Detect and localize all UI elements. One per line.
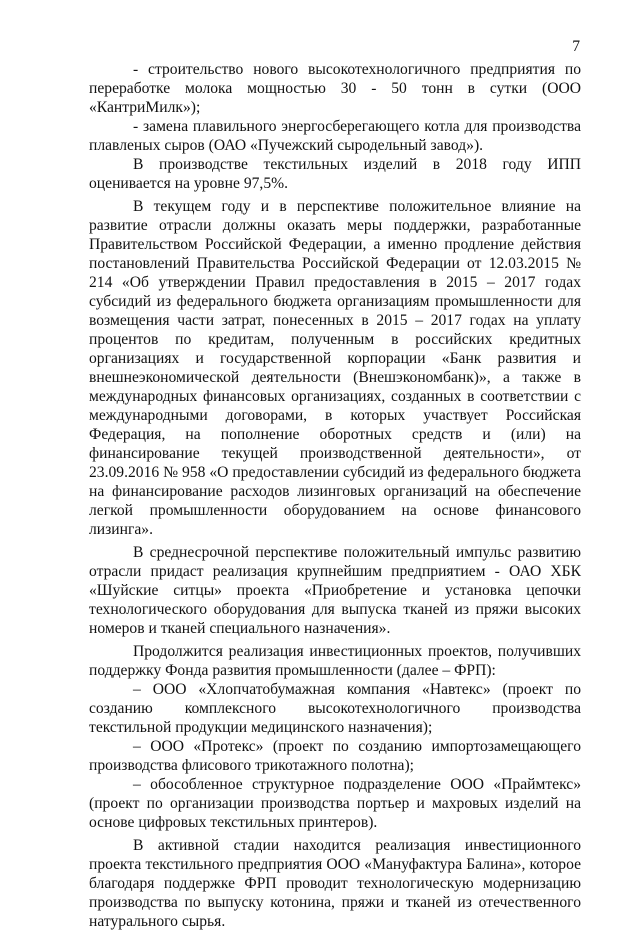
paragraph-government-support: В текущем году и в перспективе положительное влияние на развитие отрасли должны оказать меры поддержки, разработанные Правительством Российской Федерации, а именно продление действия постановлений Правительства Российской Федерации от 12.03.2015 № 214 «Об утверждении Правил предоставления в 2015 – 2017 годах субсидий из федерального бюджета организациям промышленности для возмещения части затрат, понесенных в 2015 – 2017 годах на уплату процентов по кредитам, полученным в российских кредитных организациях и государственной корпорации «Банк развития и внешнеэкономической деятельности (Внешэкономбанк)», а также в международных финансовых организациях, созданных в соответствии с международными договорами, в которых участвует Российская Федерация, на пополнение оборотных средств и (или) на финансирование текущей производственной деятельности», от 23.09.2016 № 958 «О предоставлении субсидий из федерального бюджета на финансирование расходов лизинговых организаций на обеспечение легкой промышленности оборудованием на основе финансового лизинга». [89, 198, 581, 538]
paragraph-proteks: – ООО «Протекс» (проект по созданию импортозамещающего производства флисового трикотажного полотна); [89, 738, 581, 774]
paragraph-frp-projects: Продолжится реализация инвестиционных проектов, получивших поддержку Фонда развития промышленности (далее – ФРП): [89, 643, 581, 679]
paragraph-praymteks: – обособленное структурное подразделение ООО «Праймтекс» (проект по организации производства портьер и махровых изделий на основе цифровых текстильных принтеров). [89, 776, 581, 831]
paragraph-milk-plant: - строительство нового высокотехнологичного предприятия по переработке молока мощностью 30 - 50 тонн в сутки (ООО «КантриМилк»); [89, 61, 581, 116]
paragraph-textile-index: В производстве текстильных изделий в 2018 году ИПП оценивается на уровне 97,5%. [89, 156, 581, 192]
document-body [89, 60, 581, 931]
paragraph-cheese-boiler: - замена плавильного энергосберегающего котла для производства плавленых сыров (ОАО «Пучежский сыродельный завод»). [89, 118, 581, 154]
paragraph-medium-term: В среднесрочной перспективе положительный импульс развитию отрасли придаст реализация крупнейшим предприятием - ОАО ХБК «Шуйские ситцы» проекта «Приобретение и установка цепочки технологического оборудования для выпуска тканей из пряжи высоких номеров и тканей специального назначения». [89, 544, 581, 637]
paragraph-navteks: – ООО «Хлопчатобумажная компания «Навтекс» (проект по созданию комплексного высокотехнологичного производства текстильной продукции медицинского назначения); [89, 681, 581, 736]
paragraph-balina: В активной стадии находится реализация инвестиционного проекта текстильного предприятия ООО «Мануфактура Балина», которое благодаря поддержке ФРП проводит технологическую модернизацию производства по выпуску котонина, пряжи и тканей из отечественного натурального сырья. [89, 837, 581, 930]
page-number: 7 [572, 38, 580, 55]
